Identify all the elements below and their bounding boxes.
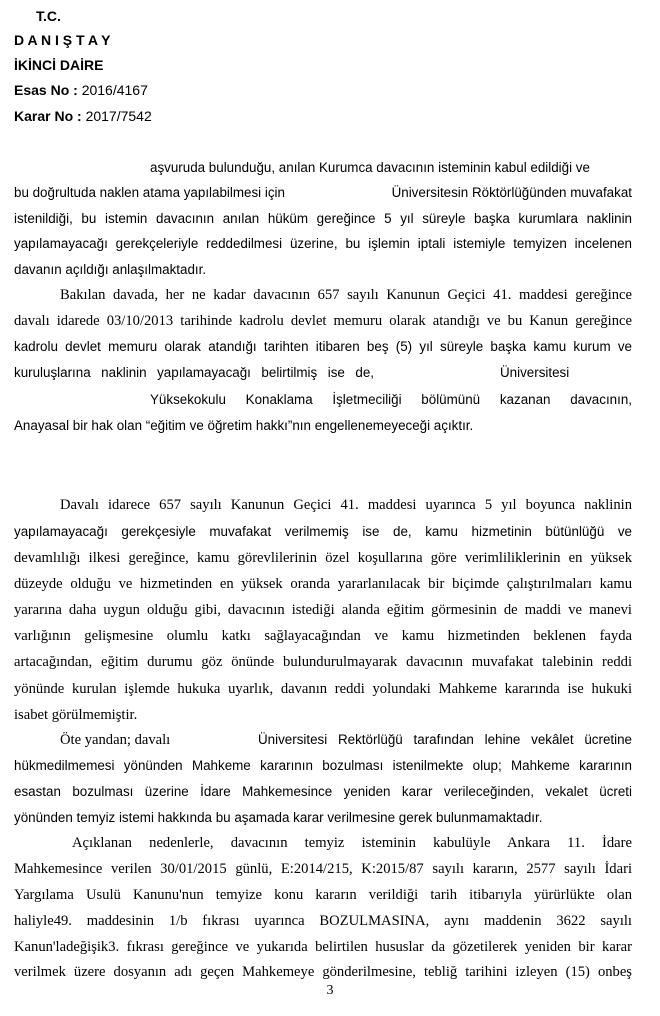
karar-number: 2017/7542 (85, 108, 152, 124)
esas-number: 2016/4167 (81, 82, 148, 98)
header-court: D A N I Ş T A Y (14, 32, 111, 48)
text-line: düzeyde olduğu ve hizmetinden en yüksek oranda yararlanılacak bir biçimde çalıştırılmaları kamu (14, 576, 632, 592)
text-line: Üniversitesin Röktörlüğünden muvafakat (391, 185, 632, 200)
text-line: kuruluşlarına naklinin yapılamayacağı belirtilmiş ise de, (14, 365, 374, 380)
text-line: Kanun'ladeğişik3. fıkrası gereğince ve yukarıda belirtilen hususlar da gözetilerek yeniden bir karar (14, 939, 632, 955)
header-country: T.C. (36, 8, 61, 24)
header-chamber: İKİNCİ DAİRE (14, 57, 104, 73)
text-line: yapılamayacağı gerekçesiyle muvafakat verilmemiş ise de, kamu hizmetinin bütünlüğü ve (14, 524, 632, 539)
text-line: devamlılığı ilkesi gereğince, kamu görevlilerinin özel koşullarına göre verimliliklerinin en yüksek (14, 550, 632, 566)
text-line: Üniversitesi (500, 365, 570, 380)
esas-label: Esas No : (14, 82, 78, 98)
page-number: 3 (326, 983, 334, 998)
text-line: Anayasal bir hak olan “eğitim ve öğretim hakkı”nın engellenemeyeceği açıktır. (14, 418, 474, 433)
karar-label: Karar No : (14, 108, 82, 124)
text-line: Davalı idarece 657 sayılı Kanunun Geçici 41. maddesi uyarınca 5 yıl boyunca naklinin (60, 497, 632, 513)
text-line: Yargılama Usulü Kanunu'nun temyize konu kararın verildiği tarih itibarıyla yürürlükte olan (14, 887, 632, 903)
text-line: yönünden temyiz istemi hakkında bu aşamada karar verilmesine gerek bulunmamaktadır. (14, 810, 543, 825)
text-line: verilmek üzere dosyanın adı geçen Mahkemeye gönderilmesine, tebliğ tarihini izleyen (15) onbeş (14, 964, 632, 980)
text-segment: bu doğrultuda naklen atama yapılabilmesi için (14, 185, 285, 200)
text-line: Bakılan davada, her ne kadar davacının 657 sayılı Kanunun Geçici 41. maddesi gereğince (60, 287, 632, 303)
text-line: yapılamayacağı gerekçeleriyle reddedilmesi üzerine, bu işlemin iptali istemiyle temyizen incelenen (14, 236, 632, 251)
text-line: kadrolu devlet memuru olarak atandığı tarihten itibaren beş (5) yıl süreyle başka kamu kurum ve (14, 339, 632, 354)
header-esas (14, 82, 148, 98)
text-line: esastan bozulması üzerine İdare Mahkemesince yeniden karar verileceğinden, vekalet ücreti (14, 784, 632, 799)
text-line: hükmedilmemesi yönünden Mahkeme kararının bozulması istenilmekte olup; Mahkeme kararının (14, 758, 632, 773)
header-karar (14, 108, 152, 124)
text-line: davalı idarede 03/10/2013 tarihinde kadrolu devlet memuru olarak atandığı ve bu Kanun gereğince (14, 313, 632, 329)
text-line: istenildiği, bu istemin davacının anılan hüküm gereğince 5 yıl süreyle başka kurumlara naklinin (14, 211, 632, 226)
text-line: artacağından, eğitim durumu göz önünde bulundurulmayarak davacının muvafakat talebinin reddi (14, 654, 632, 670)
text-line: yönünde kurulan işlemde hukuka uyarlık, davanın reddi yolundaki Mahkeme kararında ise hukuki (14, 681, 632, 697)
text-line: Öte yandan; davalı (60, 732, 171, 748)
text-line: yararına daha uygun olduğu gibi, davacının istediği alanda eğitim görmesinin de maddi ve manevi (14, 602, 632, 618)
text-line: Mahkemesince verilen 30/01/2015 günlü, E:2014/215, K:2015/87 sayılı kararın, 2577 sayılı İdari (14, 861, 632, 877)
text-line: aşvuruda bulunduğu, anılan Kurumca davacının isteminin kabul edildiği ve (150, 160, 590, 175)
text-line: davanın açıldığı anlaşılmaktadır. (14, 262, 207, 277)
text-line: Yüksekokulu Konaklama İşletmeciliği bölümünü kazanan davacının, (150, 392, 632, 407)
text-line: isabet görülmemiştir. (14, 707, 138, 723)
text-line: varlığının gelişmesine olumlu katkı sağlayacağından ve kamu hizmetinden beklenen fayda (14, 628, 632, 644)
text-line: Açıklanan nedenlerle, davacının temyiz isteminin kabulüyle Ankara 11. İdare (72, 835, 632, 851)
text-line: haliyle49. maddesinin 1/b fıkrası uyarınca BOZULMASINA, aynı maddenin 3622 sayılı (14, 913, 632, 929)
text-line: Üniversitesi Rektörlüğü tarafından lehine vekâlet ücretine (258, 732, 632, 747)
